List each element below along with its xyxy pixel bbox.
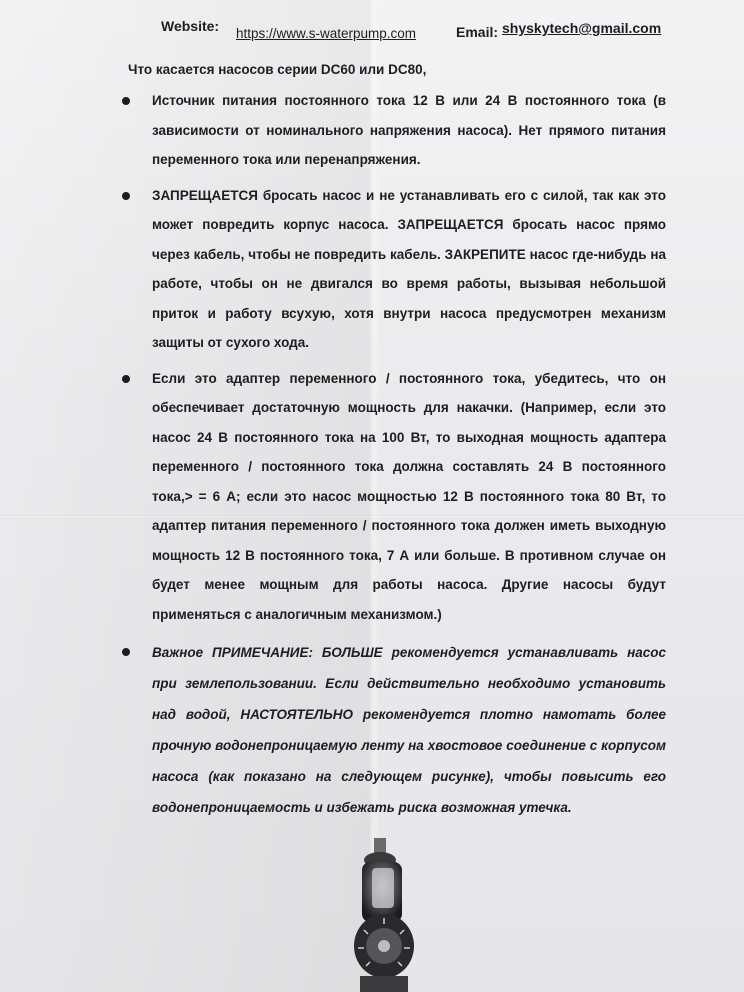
email-link[interactable]: shyskytech@gmail.com xyxy=(502,20,662,36)
intro-line: Что касается насосов серии DC60 или DC80, xyxy=(128,62,427,77)
bullet-icon xyxy=(122,375,130,383)
website-label: Website: xyxy=(161,18,220,34)
list-item-text: Важное ПРИМЕЧАНИЕ: БОЛЬШЕ рекомендуется устанавливать насос при землепользовании. Если действительно необходимо установить над водой, НАСТОЯТЕЛЬНО рекомендуется плотно намотать более прочную водонепроницаемую ленту на хвостовое соединение с корпусом насоса (как показано на следующем рисунке), чтобы повысить его водонепроницаемость и избежать риска возможная утечка. xyxy=(152,645,666,815)
list-item-text: Если это адаптер переменного / постоянного тока, убедитесь, что он обеспечивает достаточную мощность для накачки. (Например, если это насос 24 В постоянного тока на 100 Вт, то выходная мощность адаптера переменного / постоянного тока должна составлять 24 В постоянного тока,> = 6 А; если это насос мощностью 12 В постоянного тока 80 Вт, то адаптер питания переменного / постоянного тока должен иметь выходную мощность 12 В постоянного тока, 7 А или больше. В противном случае он будет менее мощным для работы насоса. Другие насосы будут применяться с аналогичным механизмом.) xyxy=(152,370,666,622)
list-item-text: Источник питания постоянного тока 12 В или 24 В постоянного тока (в зависимости от номинального напряжения насоса). Нет прямого питания переменного тока или перенапряжения. xyxy=(152,93,666,167)
list-item-power-supply xyxy=(118,86,666,175)
instruction-list xyxy=(118,86,666,829)
bullet-icon xyxy=(122,97,130,105)
list-item-handling xyxy=(118,181,666,358)
list-item-important-note xyxy=(118,637,666,823)
pump-photo xyxy=(350,838,420,992)
bullet-icon xyxy=(122,648,130,656)
email-label: Email: xyxy=(456,24,499,40)
website-link[interactable]: https://www.s-waterpump.com xyxy=(236,26,417,41)
bullet-icon xyxy=(122,192,130,200)
page-header xyxy=(0,12,744,52)
list-item-text: ЗАПРЕЩАЕТСЯ бросать насос и не устанавливать его с силой, так как это может повредить корпус насоса. ЗАПРЕЩАЕТСЯ бросать насос прямо через кабель, чтобы не повредить кабель. ЗАКРЕПИТЕ насос где-нибудь на работе, чтобы он не двигался во время работы, вызывая небольшой приток и работу всухую, хотя внутри насоса предусмотрен механизм защиты от сухого хода. xyxy=(152,187,666,350)
list-item-adapter xyxy=(118,364,666,630)
